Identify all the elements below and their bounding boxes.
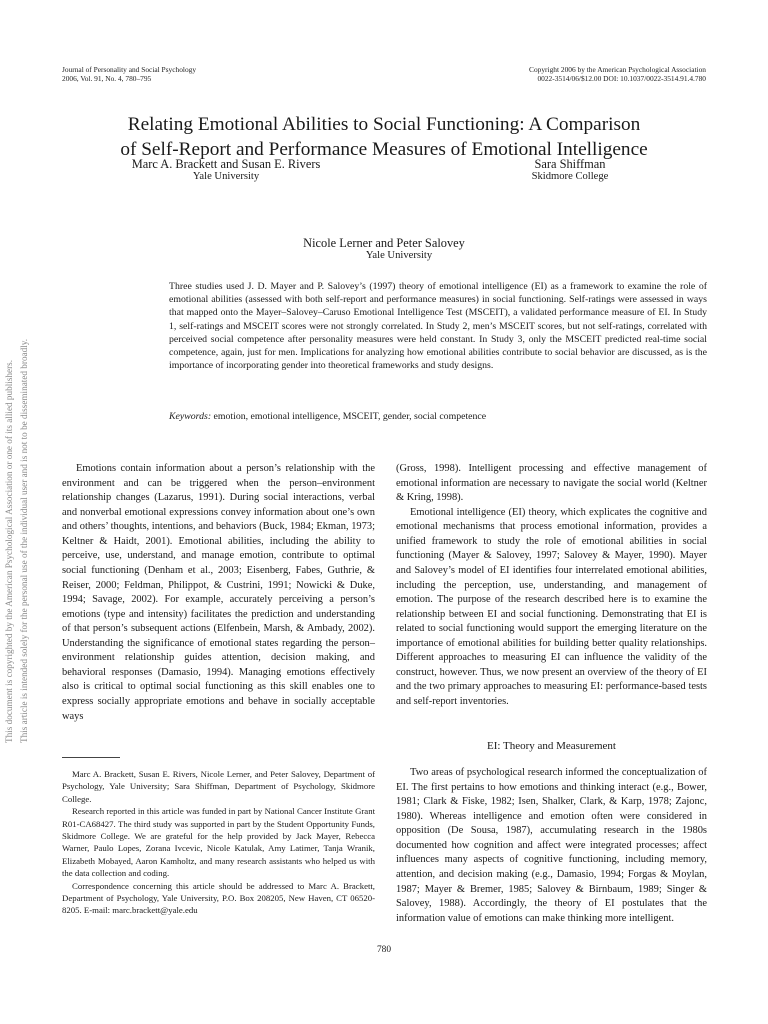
author-group-3 xyxy=(234,236,534,262)
keywords xyxy=(169,410,707,423)
page-number: 780 xyxy=(376,945,392,955)
copyright-line: Copyright 2006 by the American Psychological Association xyxy=(529,65,706,74)
left-column-text xyxy=(62,462,375,724)
intro-paragraph: Emotions contain information about a person’s relationship with the environment and can be triggered when the person–environment relationship changes (Lazarus, 1991). During social interactions, verbal and nonverbal emotional expressions convey information about one’s own and others’ thoughts, intentions, and behaviors (Buck, 1984; Ekman, 1973; Keltner & Haidt, 2001). Emotional abilities, including the ability to perceive, use, understand, and manage emotion, contribute to optimal social functioning (Denham et al., 2003; Eisenberg, Fabes, Guthrie, & Reiser, 2000; Feldman, Philippot, & Custrini, 1991; Nowicki & Duke, 1994; Savage, 2002). For example, accurately perceiving a person’s emotions (type and intensity) facilitates the prediction and understanding of that person’s subsequent actions (Elfenbein, Marsh, & Ambady, 2002). Understanding the significance of emotional states regarding the person–environment relationship guides attention, decision making, and behavioral responses (Damasio, 1994). Managing emotions effectively also is critical to optimal social functioning as this skill enables one to express socially appropriate emotions and behave in socially acceptable ways xyxy=(62,463,375,722)
author-note-affiliations: Marc A. Brackett, Susan E. Rivers, Nicole Lerner, and Peter Salovey, Department of Psychology, Yale University; Sara Shiffman, Department of Psychology, Skidmore College. xyxy=(62,769,375,804)
author-affiliation: Yale University xyxy=(365,250,433,261)
author-group-1 xyxy=(86,157,366,183)
author-names: Sara Shiffman xyxy=(534,157,606,171)
section-body xyxy=(396,766,707,926)
paragraph-continuation: (Gross, 1998). Intelligent processing and effective management of emotional information are necessary to navigate the social world (Keltner & Kring, 1998). xyxy=(396,463,707,504)
abstract: Three studies used J. D. Mayer and P. Salovey’s (1997) theory of emotional intelligence (EI) as a framework to examine the role of emotional abilities (assessed with both self-report and performance measures) in social functioning. Self-ratings were assessed in ways that mapped onto the Mayer–Salovey–Caruso Emotional Intelligence Test (MSCEIT), a validated performance measure of EI. In Study 1, self-ratings and MSCEIT scores were not strongly correlated. In Study 2, men’s MSCEIT scores, but not self-ratings, correlated with perceived social competence after personality measures were held constant. In Study 3, only the MSCEIT predicted real-time social competence, again, just for men. Implications for analyzing how emotional abilities contribute to social behavior are discussed, as is the importance of incorporating gender into theoretical frameworks and study designs. xyxy=(169,281,707,372)
author-note-funding: Research reported in this article was funded in part by National Cancer Institute Grant R01-CA68427. The third study was supported in part by the Student Opportunity Funds, Skidmore College. We are grateful for the help provided by Jack Mayer, Rebecca Warner, Paulo Lopes, Zorana Ivcevic, Nicole Katulak, Amy Latimer, Tanja Wranik, Elizabeth Mobayed, Aaron Kamholtz, and many research assistants who helped us with the data collection and coding. xyxy=(62,806,375,879)
copyright-sidebar-line-1: This document is copyrighted by the American Psychological Association or one of its allied publishers. xyxy=(4,360,14,743)
author-affiliation: Skidmore College xyxy=(531,171,609,182)
keywords-text: emotion, emotional intelligence, MSCEIT, gender, social competence xyxy=(213,411,487,422)
journal-name: Journal of Personality and Social Psychology xyxy=(62,65,197,74)
footnote-divider xyxy=(62,757,120,758)
paragraph-ei-measurement: Two areas of psychological research informed the conceptualization of EI. The first pertains to how emotions and thinking interact (e.g., Bower, 1981; Clark & Fiske, 1982; Isen, Shalker, Clark, & Karp, 1978; Zajonc, 1980). Whereas intelligence and emotion often were considered in opposition (De Sousa, 1987), accumulating research in the 1980s documented how cognition and affect were integrated processes; affect influences many aspects of cognitive functioning, including memory, attention, and decision making (e.g., Damasio, 1994; Forgas & Moylan, 1987; Mayer & Bremer, 1985; Salovey & Birnbaum, 1989; Singer & Salovey, 1988). Accordingly, the theory of EI postulates that the information value of emotions can make thinking more intelligent. xyxy=(396,767,707,924)
copyright-sidebar-line-2: This article is intended solely for the personal use of the individual user and is not to be disseminated broadly. xyxy=(19,338,29,743)
doi-line: 0022-3514/06/$12.00 DOI: 10.1037/0022-3514.91.4.780 xyxy=(537,73,706,83)
author-names: Marc A. Brackett and Susan E. Rivers xyxy=(131,157,321,171)
author-names: Nicole Lerner and Peter Salovey xyxy=(303,236,465,250)
section-heading: EI: Theory and Measurement xyxy=(486,740,616,752)
author-note xyxy=(62,768,375,917)
right-column-text xyxy=(396,462,707,710)
journal-volume: 2006, Vol. 91, No. 4, 780–795 xyxy=(62,73,152,83)
paragraph-ei-theory: Emotional intelligence (EI) theory, which explicates the cognitive and emotional mechanisms that process emotional information, provides a unified framework to study the role of emotional abilities in social functioning (Mayer & Salovey, 1997; Salovey & Mayer, 1990). Mayer and Salovey’s model of EI identifies four interrelated emotional abilities, including the perception, use, understanding, and management of emotion. The purpose of the research described here is to examine the relationship between EI and social functioning. Demonstrating that EI is related to social functioning would support the emerging literature on the importance of emotional abilities for building better quality relationships. Different approaches to measuring EI can influence the validity of the construct, however. Thus, we now present an overview of the theory of EI and the two primary approaches to measuring EI: performance-based tests and self-report inventories. xyxy=(396,506,707,707)
author-affiliation: Yale University xyxy=(192,171,260,182)
author-note-correspondence: Correspondence concerning this article should be addressed to Marc A. Brackett, Department of Psychology, Yale University, P.O. Box 208205, New Haven, CT 06520-8205. E-mail: marc.brackett@yale.edu xyxy=(62,880,375,916)
copyright-header xyxy=(529,66,706,83)
title-line-2: of Self-Report and Performance Measures of Emotional Intelligence xyxy=(120,139,648,160)
article-title xyxy=(60,112,708,162)
author-group-2 xyxy=(480,157,660,183)
title-line-1: Relating Emotional Abilities to Social Functioning: A Comparison xyxy=(127,114,641,135)
keywords-label: Keywords: xyxy=(169,411,212,422)
journal-header xyxy=(62,66,196,83)
